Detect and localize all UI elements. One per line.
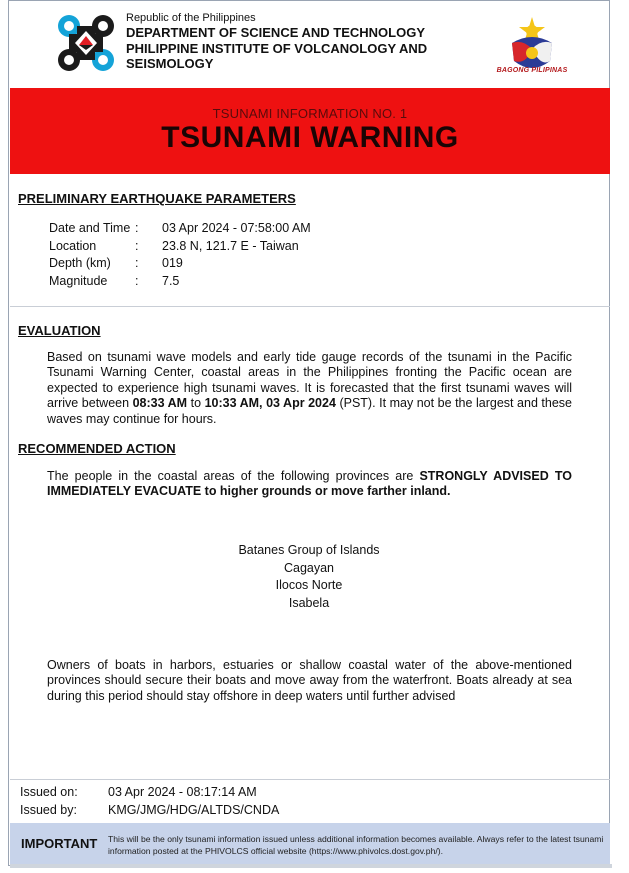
evaluation-text — [47, 350, 572, 427]
advice-emphasis: STRONGLY ADVISED TO IMMEDIATELY EVACUATE to higher grounds or move farther inland. — [47, 469, 572, 499]
param-value: 7.5 — [162, 273, 180, 288]
agency-block — [126, 11, 427, 72]
section-divider — [10, 779, 610, 780]
evaluation-text-part: (PST). It may not be the largest and these waves may continue for hours. — [47, 396, 573, 426]
important-label: IMPORTANT — [21, 836, 98, 851]
issued-by-value: KMG/JMG/HDG/ALTDS/CNDA — [108, 802, 280, 817]
important-note: This will be the only tsunami information issued unless additional information becomes available. Always refer to the latest tsunami information posted at the PHIVOLCS official website (https://www.phivolcs.dost.gov.ph/). — [108, 834, 604, 856]
param-value: 23.8 N, 121.7 E - Taiwan — [162, 238, 299, 253]
evaluation-text-part: Based on tsunami wave models and early tide gauge records of the tsunami in the Pacific Tsunami Warning Center, coastal areas in the Philippines fronting the Pacific ocean are expected to experience high tsunami waves. It is forecasted that the first tsunami waves will arrive between — [47, 350, 572, 411]
list-item: Isabela — [288, 595, 330, 610]
advice-text: The people in the coastal areas of the following provinces are — [47, 469, 420, 483]
bulletin-frame — [8, 0, 610, 866]
frame-shadow — [10, 864, 612, 868]
bagong-pilipinas-caption: BAGONG PILIPINAS — [496, 67, 568, 74]
important-notice — [10, 823, 610, 865]
evaluation-text-part: to — [187, 396, 205, 411]
warning-banner — [10, 88, 610, 174]
param-value: 019 — [162, 256, 183, 271]
institute-name-line1: PHILIPPINE INSTITUTE OF VOLCANOLOGY AND — [126, 40, 428, 56]
dost-logo-icon — [55, 12, 117, 74]
list-item: Batanes Group of Islands — [238, 543, 380, 557]
param-value: 03 Apr 2024 - 07:58:00 AM — [162, 221, 311, 235]
evacuation-advice — [47, 469, 572, 500]
param-label: Date and Time — [49, 221, 131, 235]
republic-line: Republic of the Philippines — [126, 12, 256, 24]
param-colon: : — [135, 273, 139, 288]
arrival-end-time: 10:33 AM, 03 Apr 2024 — [204, 396, 336, 411]
param-label: Depth (km) — [49, 256, 111, 271]
list-item: Cagayan — [283, 560, 335, 575]
recommended-action-heading: RECOMMENDED ACTION — [18, 441, 176, 456]
issued-on-value: 03 Apr 2024 - 08:17:14 AM — [108, 785, 257, 799]
department-name: DEPARTMENT OF SCIENCE AND TECHNOLOGY — [126, 25, 426, 40]
institute-name-line2: SEISMOLOGY — [126, 56, 214, 71]
province-list — [9, 542, 609, 612]
param-colon: : — [135, 221, 139, 235]
section-divider — [10, 306, 610, 307]
issued-by-label: Issued by: — [20, 802, 77, 817]
bulletin-header — [9, 1, 609, 88]
param-colon: : — [135, 238, 139, 253]
param-label: Location — [49, 238, 97, 253]
warning-title: TSUNAMI WARNING — [161, 121, 459, 154]
arrival-start-time: 08:33 AM — [132, 396, 188, 411]
tsunami-info-number: TSUNAMI INFORMATION NO. 1 — [212, 106, 408, 121]
param-label: Magnitude — [49, 273, 108, 288]
boat-advisory: Owners of boats in harbors, estuaries or shallow coastal water of the above-mentioned provinces should secure their boats and move away from the waterfront. Boats already at sea during this period should stay offshore in deep waters until further advised — [47, 658, 572, 703]
issued-on-label: Issued on: — [20, 785, 78, 799]
evaluation-heading: EVALUATION — [18, 323, 101, 338]
parameters-heading: PRELIMINARY EARTHQUAKE PARAMETERS — [18, 191, 296, 206]
list-item: Ilocos Norte — [275, 578, 343, 592]
param-colon: : — [135, 256, 139, 271]
